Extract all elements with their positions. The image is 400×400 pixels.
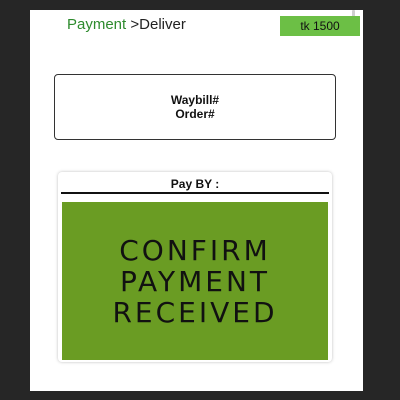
pay-by-label: Pay BY :	[170, 177, 220, 191]
app-screen	[30, 10, 363, 391]
waybill-label: Waybill#	[170, 93, 220, 107]
header-bar	[30, 10, 363, 40]
order-label: Order#	[175, 107, 215, 121]
breadcrumb	[67, 16, 186, 34]
amount-badge: tk 1500	[280, 16, 360, 36]
pay-by-divider	[61, 192, 329, 194]
confirm-label-line-3: RECEIVED	[112, 295, 278, 329]
confirm-payment-received-button[interactable]	[62, 202, 328, 360]
breadcrumb-separator: >	[126, 16, 140, 33]
confirm-button-label	[112, 235, 277, 328]
confirm-label-line-2: PAYMENT	[119, 264, 271, 298]
breadcrumb-payment[interactable]: Payment	[67, 16, 127, 33]
order-info-box	[54, 74, 336, 140]
confirm-label-line-1: CONFIRM	[119, 233, 271, 267]
pay-by-card	[58, 172, 332, 362]
breadcrumb-deliver[interactable]: Deliver	[139, 16, 186, 33]
